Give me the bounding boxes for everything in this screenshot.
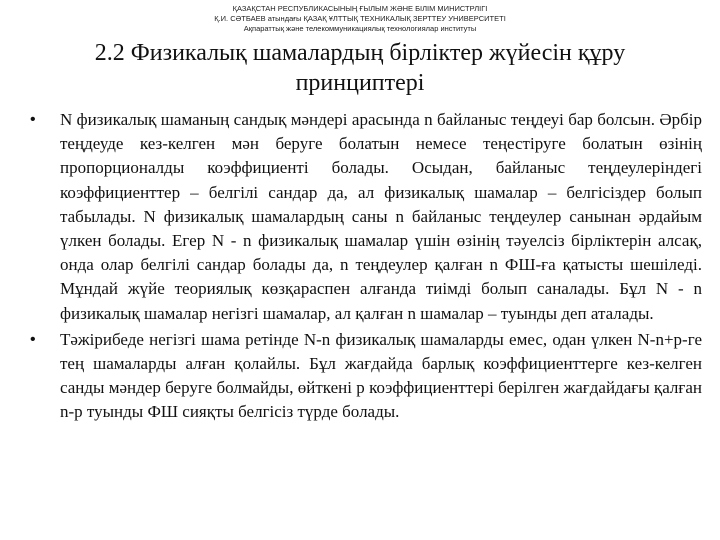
header-institute: Ақпараттық және телекоммуникациялық технологиялар институты bbox=[243, 24, 477, 33]
header-university: Қ.И. СӘТБАЕВ атындағы ҚАЗАҚ ҰЛТТЫҚ ТЕХНИКАЛЫҚ ЗЕРТТЕУ УНИВЕРСИТЕТІ bbox=[214, 14, 506, 23]
header-ministry: ҚАЗАҚСТАН РЕСПУБЛИКАСЫНЫҢ ҒЫЛЫМ ЖӘНЕ БІЛІМ МИНИСТРЛІГІ bbox=[232, 4, 488, 13]
bullet-list bbox=[30, 108, 702, 427]
bullet-icon: • bbox=[30, 330, 36, 348]
bullet-item-1 bbox=[30, 108, 702, 326]
slide-title: 2.2 Физикалық шамалардың бірліктер жүйесін құру принциптері bbox=[94, 40, 626, 96]
bullet-text-1: N физикалық шаманың сандық мәндері арасында n байланыс теңдеуі бар болсын. Әрбір теңдеуде кез-келген мән беруге болатын немесе теңестіруге болатын өзінің пропорционалды коэффициенті болады. Осыдан, байланыс теңдеулеріндегі коэффициенттер – белгілі сандар да, ал физикалық шамалар – белгісіздер болып табылады. N физикалық шамалардың саны n байланыс теңдеулер санынан әрдайым үлкен болады. Егер N - n физикалық шамалар үшін өзінің тәуелсіз бірліктерін алсақ, онда олар белгілі сандар болады да, n теңдеулер қалған n ФШ-ға қатысты шешіледі. Мұндай жүйе теориялық көзқараспен алғанда тиімді болып саналады. Бұл N - n физикалық шамалар негізгі шамалар, ал қалған n шамалар – туынды деп аталады. bbox=[60, 110, 702, 323]
bullet-item-2 bbox=[30, 328, 702, 425]
institution-header bbox=[0, 4, 720, 34]
bullet-text-2: Тәжірибеде негізгі шама ретінде N-n физикалық шамаларды емес, одан үлкен N-n+p-ге тең шамаларды алған қолайлы. Бұл жағдайда барлық коэффициенттерге кез-келген санды мәндер беруге болмайды, өйткені p коэффициенттері берілген жағдайдағы қалған n-p туынды ФШ сияқты белгісіз түрде болады. bbox=[60, 329, 702, 422]
bullet-icon: • bbox=[30, 111, 36, 128]
